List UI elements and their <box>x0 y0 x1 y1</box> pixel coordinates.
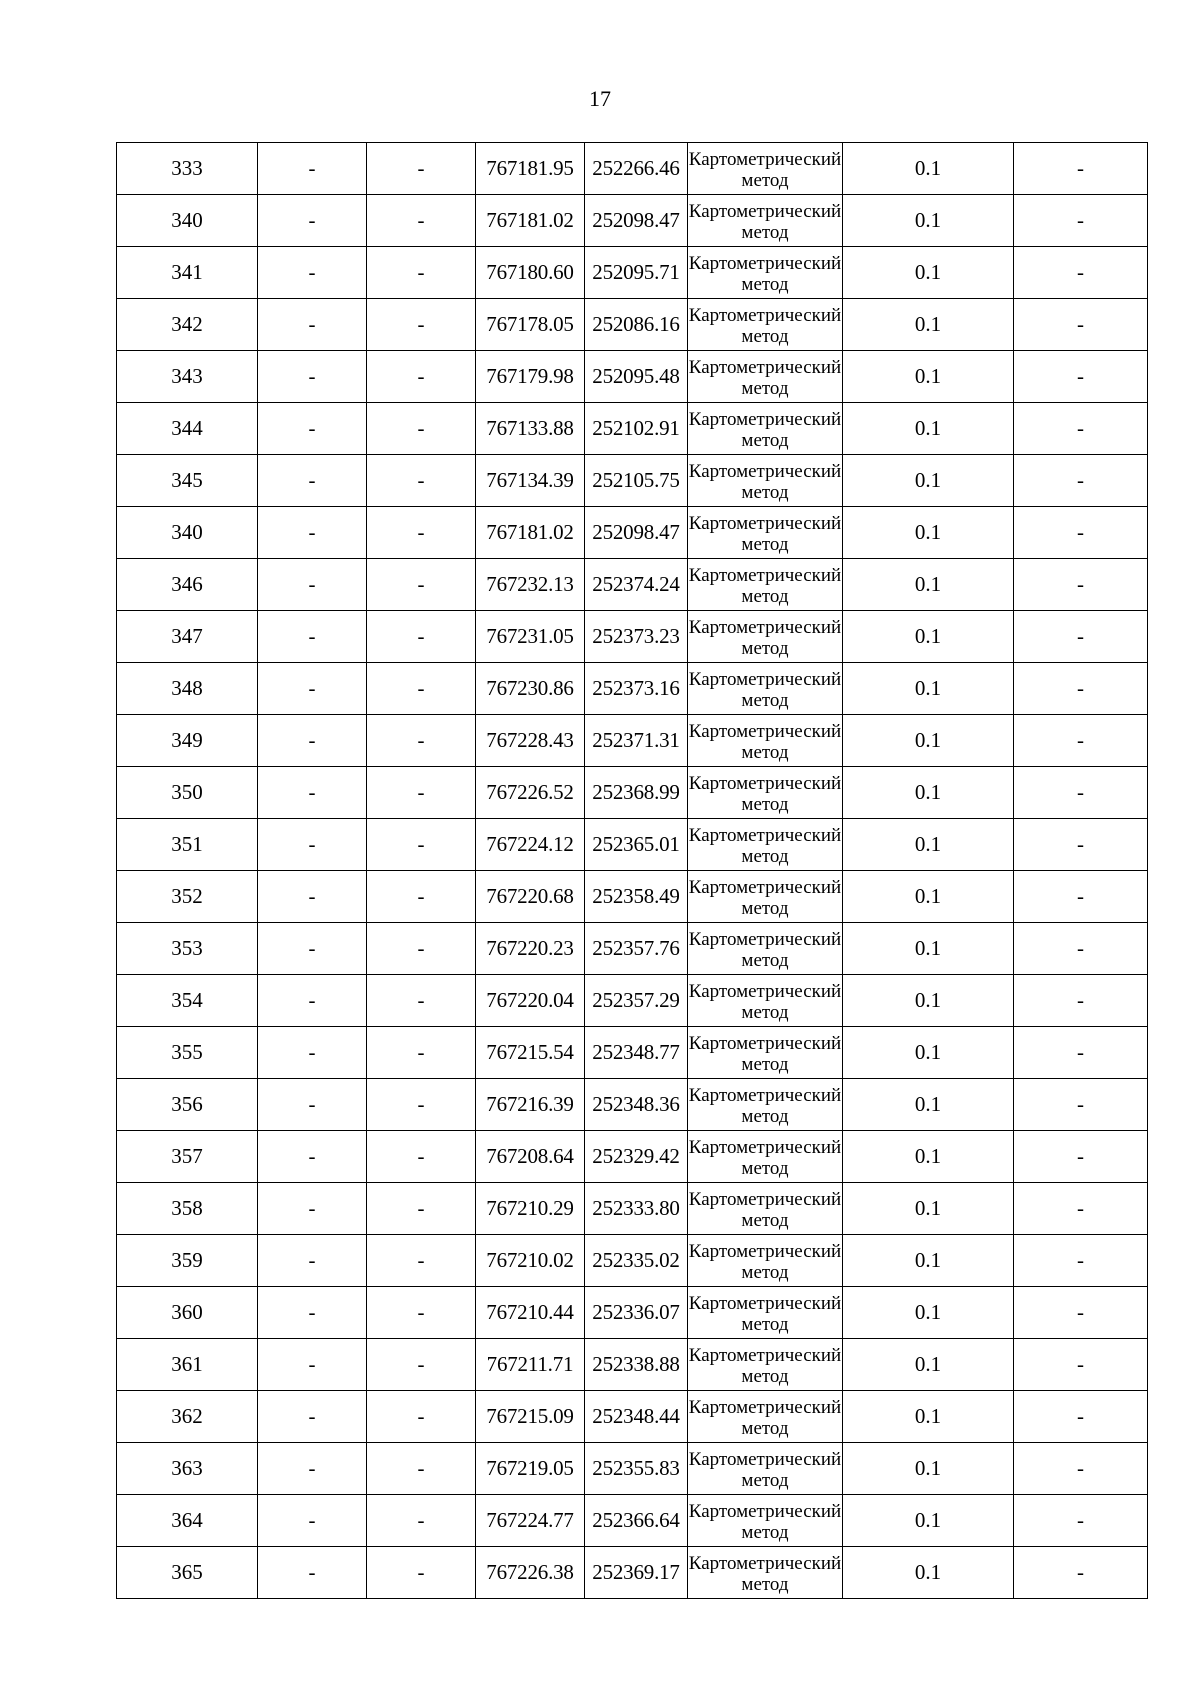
empty-value-cell: - <box>367 1183 476 1235</box>
empty-value-cell: - <box>367 507 476 559</box>
empty-value-cell: - <box>1014 507 1148 559</box>
empty-value-cell: - <box>367 663 476 715</box>
empty-value-cell: - <box>1014 1547 1148 1599</box>
y-coordinate-cell: 252329.42 <box>585 1131 688 1183</box>
table-row <box>117 455 1148 507</box>
empty-value-cell: - <box>258 1495 367 1547</box>
empty-value-cell: - <box>258 1547 367 1599</box>
table-row <box>117 1235 1148 1287</box>
x-coordinate-cell: 767181.02 <box>476 195 585 247</box>
empty-value-cell: - <box>1014 1443 1148 1495</box>
empty-value-cell: - <box>258 1235 367 1287</box>
empty-value-cell: - <box>258 871 367 923</box>
x-coordinate-cell: 767181.02 <box>476 507 585 559</box>
empty-value-cell: - <box>367 715 476 767</box>
table-row <box>117 1287 1148 1339</box>
point-number-cell: 360 <box>117 1287 258 1339</box>
point-number-cell: 361 <box>117 1339 258 1391</box>
empty-value-cell: - <box>258 455 367 507</box>
empty-value-cell: - <box>258 299 367 351</box>
empty-value-cell: - <box>367 299 476 351</box>
method-cell: Картометрический метод <box>688 247 843 299</box>
empty-value-cell: - <box>258 1287 367 1339</box>
empty-value-cell: - <box>1014 351 1148 403</box>
empty-value-cell: - <box>258 611 367 663</box>
method-cell: Картометрический метод <box>688 819 843 871</box>
x-coordinate-cell: 767220.04 <box>476 975 585 1027</box>
empty-value-cell: - <box>367 975 476 1027</box>
y-coordinate-cell: 252357.76 <box>585 923 688 975</box>
precision-cell: 0.1 <box>843 1547 1014 1599</box>
point-number-cell: 343 <box>117 351 258 403</box>
method-cell: Картометрический метод <box>688 455 843 507</box>
precision-cell: 0.1 <box>843 923 1014 975</box>
empty-value-cell: - <box>258 923 367 975</box>
empty-value-cell: - <box>1014 1287 1148 1339</box>
method-cell: Картометрический метод <box>688 1183 843 1235</box>
y-coordinate-cell: 252366.64 <box>585 1495 688 1547</box>
x-coordinate-cell: 767219.05 <box>476 1443 585 1495</box>
y-coordinate-cell: 252102.91 <box>585 403 688 455</box>
precision-cell: 0.1 <box>843 507 1014 559</box>
empty-value-cell: - <box>367 143 476 195</box>
empty-value-cell: - <box>258 975 367 1027</box>
empty-value-cell: - <box>1014 1339 1148 1391</box>
empty-value-cell: - <box>367 1235 476 1287</box>
empty-value-cell: - <box>1014 403 1148 455</box>
empty-value-cell: - <box>1014 611 1148 663</box>
point-number-cell: 347 <box>117 611 258 663</box>
method-cell: Картометрический метод <box>688 1079 843 1131</box>
y-coordinate-cell: 252348.36 <box>585 1079 688 1131</box>
x-coordinate-cell: 767226.52 <box>476 767 585 819</box>
empty-value-cell: - <box>1014 1183 1148 1235</box>
table-row <box>117 559 1148 611</box>
table-row <box>117 819 1148 871</box>
empty-value-cell: - <box>367 455 476 507</box>
table-row <box>117 247 1148 299</box>
precision-cell: 0.1 <box>843 195 1014 247</box>
precision-cell: 0.1 <box>843 1183 1014 1235</box>
precision-cell: 0.1 <box>843 1131 1014 1183</box>
x-coordinate-cell: 767133.88 <box>476 403 585 455</box>
point-number-cell: 365 <box>117 1547 258 1599</box>
point-number-cell: 349 <box>117 715 258 767</box>
method-cell: Картометрический метод <box>688 1287 843 1339</box>
y-coordinate-cell: 252373.16 <box>585 663 688 715</box>
empty-value-cell: - <box>1014 1027 1148 1079</box>
x-coordinate-cell: 767220.23 <box>476 923 585 975</box>
y-coordinate-cell: 252368.99 <box>585 767 688 819</box>
empty-value-cell: - <box>1014 1079 1148 1131</box>
empty-value-cell: - <box>1014 1235 1148 1287</box>
point-number-cell: 346 <box>117 559 258 611</box>
point-number-cell: 354 <box>117 975 258 1027</box>
x-coordinate-cell: 767210.29 <box>476 1183 585 1235</box>
table-row <box>117 663 1148 715</box>
x-coordinate-cell: 767216.39 <box>476 1079 585 1131</box>
method-cell: Картометрический метод <box>688 1131 843 1183</box>
point-number-cell: 341 <box>117 247 258 299</box>
y-coordinate-cell: 252365.01 <box>585 819 688 871</box>
empty-value-cell: - <box>258 403 367 455</box>
method-cell: Картометрический метод <box>688 559 843 611</box>
table-row <box>117 299 1148 351</box>
empty-value-cell: - <box>1014 819 1148 871</box>
y-coordinate-cell: 252266.46 <box>585 143 688 195</box>
method-cell: Картометрический метод <box>688 1443 843 1495</box>
method-cell: Картометрический метод <box>688 507 843 559</box>
table-row <box>117 767 1148 819</box>
precision-cell: 0.1 <box>843 819 1014 871</box>
empty-value-cell: - <box>367 1547 476 1599</box>
x-coordinate-cell: 767178.05 <box>476 299 585 351</box>
table-row <box>117 715 1148 767</box>
empty-value-cell: - <box>1014 1391 1148 1443</box>
empty-value-cell: - <box>258 1079 367 1131</box>
x-coordinate-cell: 767230.86 <box>476 663 585 715</box>
empty-value-cell: - <box>258 767 367 819</box>
empty-value-cell: - <box>258 663 367 715</box>
empty-value-cell: - <box>1014 663 1148 715</box>
precision-cell: 0.1 <box>843 1339 1014 1391</box>
empty-value-cell: - <box>367 1495 476 1547</box>
empty-value-cell: - <box>258 1131 367 1183</box>
y-coordinate-cell: 252098.47 <box>585 195 688 247</box>
table-row <box>117 1495 1148 1547</box>
table-row <box>117 143 1148 195</box>
precision-cell: 0.1 <box>843 1287 1014 1339</box>
empty-value-cell: - <box>367 247 476 299</box>
precision-cell: 0.1 <box>843 559 1014 611</box>
method-cell: Картометрический метод <box>688 195 843 247</box>
table-row <box>117 1547 1148 1599</box>
table-row <box>117 507 1148 559</box>
table-row <box>117 1079 1148 1131</box>
empty-value-cell: - <box>367 611 476 663</box>
x-coordinate-cell: 767210.02 <box>476 1235 585 1287</box>
empty-value-cell: - <box>367 1443 476 1495</box>
point-number-cell: 355 <box>117 1027 258 1079</box>
method-cell: Картометрический метод <box>688 143 843 195</box>
empty-value-cell: - <box>1014 143 1148 195</box>
method-cell: Картометрический метод <box>688 767 843 819</box>
precision-cell: 0.1 <box>843 1235 1014 1287</box>
precision-cell: 0.1 <box>843 1443 1014 1495</box>
method-cell: Картометрический метод <box>688 715 843 767</box>
point-number-cell: 362 <box>117 1391 258 1443</box>
empty-value-cell: - <box>367 1287 476 1339</box>
y-coordinate-cell: 252336.07 <box>585 1287 688 1339</box>
x-coordinate-cell: 767224.77 <box>476 1495 585 1547</box>
empty-value-cell: - <box>258 351 367 403</box>
empty-value-cell: - <box>258 195 367 247</box>
precision-cell: 0.1 <box>843 871 1014 923</box>
empty-value-cell: - <box>1014 715 1148 767</box>
y-coordinate-cell: 252373.23 <box>585 611 688 663</box>
empty-value-cell: - <box>367 1339 476 1391</box>
x-coordinate-cell: 767215.09 <box>476 1391 585 1443</box>
empty-value-cell: - <box>367 819 476 871</box>
point-number-cell: 350 <box>117 767 258 819</box>
x-coordinate-cell: 767180.60 <box>476 247 585 299</box>
precision-cell: 0.1 <box>843 715 1014 767</box>
empty-value-cell: - <box>367 195 476 247</box>
method-cell: Картометрический метод <box>688 1391 843 1443</box>
y-coordinate-cell: 252095.71 <box>585 247 688 299</box>
empty-value-cell: - <box>1014 1131 1148 1183</box>
x-coordinate-cell: 767226.38 <box>476 1547 585 1599</box>
coordinates-table <box>116 142 1148 1599</box>
page-number: 17 <box>589 86 611 111</box>
empty-value-cell: - <box>1014 299 1148 351</box>
point-number-cell: 344 <box>117 403 258 455</box>
empty-value-cell: - <box>367 871 476 923</box>
method-cell: Картометрический метод <box>688 1547 843 1599</box>
y-coordinate-cell: 252374.24 <box>585 559 688 611</box>
point-number-cell: 345 <box>117 455 258 507</box>
x-coordinate-cell: 767231.05 <box>476 611 585 663</box>
point-number-cell: 359 <box>117 1235 258 1287</box>
method-cell: Картометрический метод <box>688 1495 843 1547</box>
table-body <box>117 143 1148 1599</box>
point-number-cell: 340 <box>117 507 258 559</box>
method-cell: Картометрический метод <box>688 1027 843 1079</box>
empty-value-cell: - <box>367 403 476 455</box>
x-coordinate-cell: 767211.71 <box>476 1339 585 1391</box>
empty-value-cell: - <box>367 923 476 975</box>
y-coordinate-cell: 252333.80 <box>585 1183 688 1235</box>
method-cell: Картометрический метод <box>688 351 843 403</box>
y-coordinate-cell: 252095.48 <box>585 351 688 403</box>
empty-value-cell: - <box>258 559 367 611</box>
empty-value-cell: - <box>258 1391 367 1443</box>
table-row <box>117 1339 1148 1391</box>
point-number-cell: 342 <box>117 299 258 351</box>
table-row <box>117 1131 1148 1183</box>
table-row <box>117 1183 1148 1235</box>
precision-cell: 0.1 <box>843 351 1014 403</box>
empty-value-cell: - <box>258 247 367 299</box>
table-row <box>117 611 1148 663</box>
empty-value-cell: - <box>258 819 367 871</box>
empty-value-cell: - <box>367 1391 476 1443</box>
precision-cell: 0.1 <box>843 611 1014 663</box>
y-coordinate-cell: 252086.16 <box>585 299 688 351</box>
point-number-cell: 356 <box>117 1079 258 1131</box>
empty-value-cell: - <box>1014 1495 1148 1547</box>
empty-value-cell: - <box>1014 871 1148 923</box>
y-coordinate-cell: 252369.17 <box>585 1547 688 1599</box>
method-cell: Картометрический метод <box>688 871 843 923</box>
method-cell: Картометрический метод <box>688 1339 843 1391</box>
point-number-cell: 333 <box>117 143 258 195</box>
x-coordinate-cell: 767179.98 <box>476 351 585 403</box>
point-number-cell: 358 <box>117 1183 258 1235</box>
y-coordinate-cell: 252338.88 <box>585 1339 688 1391</box>
x-coordinate-cell: 767224.12 <box>476 819 585 871</box>
y-coordinate-cell: 252357.29 <box>585 975 688 1027</box>
method-cell: Картометрический метод <box>688 403 843 455</box>
precision-cell: 0.1 <box>843 143 1014 195</box>
y-coordinate-cell: 252348.77 <box>585 1027 688 1079</box>
table-row <box>117 1027 1148 1079</box>
point-number-cell: 353 <box>117 923 258 975</box>
point-number-cell: 340 <box>117 195 258 247</box>
method-cell: Картометрический метод <box>688 663 843 715</box>
empty-value-cell: - <box>1014 975 1148 1027</box>
y-coordinate-cell: 252348.44 <box>585 1391 688 1443</box>
x-coordinate-cell: 767210.44 <box>476 1287 585 1339</box>
empty-value-cell: - <box>1014 767 1148 819</box>
method-cell: Картометрический метод <box>688 1235 843 1287</box>
empty-value-cell: - <box>367 1027 476 1079</box>
empty-value-cell: - <box>1014 559 1148 611</box>
x-coordinate-cell: 767232.13 <box>476 559 585 611</box>
y-coordinate-cell: 252355.83 <box>585 1443 688 1495</box>
y-coordinate-cell: 252358.49 <box>585 871 688 923</box>
empty-value-cell: - <box>1014 455 1148 507</box>
empty-value-cell: - <box>367 559 476 611</box>
empty-value-cell: - <box>258 507 367 559</box>
point-number-cell: 352 <box>117 871 258 923</box>
precision-cell: 0.1 <box>843 1027 1014 1079</box>
table-row <box>117 351 1148 403</box>
precision-cell: 0.1 <box>843 455 1014 507</box>
y-coordinate-cell: 252371.31 <box>585 715 688 767</box>
method-cell: Картометрический метод <box>688 923 843 975</box>
empty-value-cell: - <box>367 1131 476 1183</box>
x-coordinate-cell: 767220.68 <box>476 871 585 923</box>
table-row <box>117 1443 1148 1495</box>
empty-value-cell: - <box>367 767 476 819</box>
empty-value-cell: - <box>367 351 476 403</box>
point-number-cell: 363 <box>117 1443 258 1495</box>
precision-cell: 0.1 <box>843 975 1014 1027</box>
empty-value-cell: - <box>258 1027 367 1079</box>
precision-cell: 0.1 <box>843 663 1014 715</box>
empty-value-cell: - <box>258 1443 367 1495</box>
x-coordinate-cell: 767181.95 <box>476 143 585 195</box>
point-number-cell: 357 <box>117 1131 258 1183</box>
table-row <box>117 195 1148 247</box>
empty-value-cell: - <box>1014 923 1148 975</box>
precision-cell: 0.1 <box>843 1391 1014 1443</box>
method-cell: Картометрический метод <box>688 299 843 351</box>
precision-cell: 0.1 <box>843 299 1014 351</box>
x-coordinate-cell: 767134.39 <box>476 455 585 507</box>
y-coordinate-cell: 252098.47 <box>585 507 688 559</box>
empty-value-cell: - <box>1014 247 1148 299</box>
empty-value-cell: - <box>258 1183 367 1235</box>
y-coordinate-cell: 252105.75 <box>585 455 688 507</box>
table-row <box>117 871 1148 923</box>
y-coordinate-cell: 252335.02 <box>585 1235 688 1287</box>
precision-cell: 0.1 <box>843 247 1014 299</box>
table-row <box>117 1391 1148 1443</box>
method-cell: Картометрический метод <box>688 611 843 663</box>
x-coordinate-cell: 767208.64 <box>476 1131 585 1183</box>
point-number-cell: 351 <box>117 819 258 871</box>
table-row <box>117 923 1148 975</box>
precision-cell: 0.1 <box>843 1079 1014 1131</box>
empty-value-cell: - <box>367 1079 476 1131</box>
table-row <box>117 975 1148 1027</box>
point-number-cell: 348 <box>117 663 258 715</box>
x-coordinate-cell: 767215.54 <box>476 1027 585 1079</box>
method-cell: Картометрический метод <box>688 975 843 1027</box>
empty-value-cell: - <box>258 143 367 195</box>
table-row <box>117 403 1148 455</box>
precision-cell: 0.1 <box>843 767 1014 819</box>
empty-value-cell: - <box>258 715 367 767</box>
point-number-cell: 364 <box>117 1495 258 1547</box>
precision-cell: 0.1 <box>843 1495 1014 1547</box>
x-coordinate-cell: 767228.43 <box>476 715 585 767</box>
empty-value-cell: - <box>1014 195 1148 247</box>
empty-value-cell: - <box>258 1339 367 1391</box>
precision-cell: 0.1 <box>843 403 1014 455</box>
